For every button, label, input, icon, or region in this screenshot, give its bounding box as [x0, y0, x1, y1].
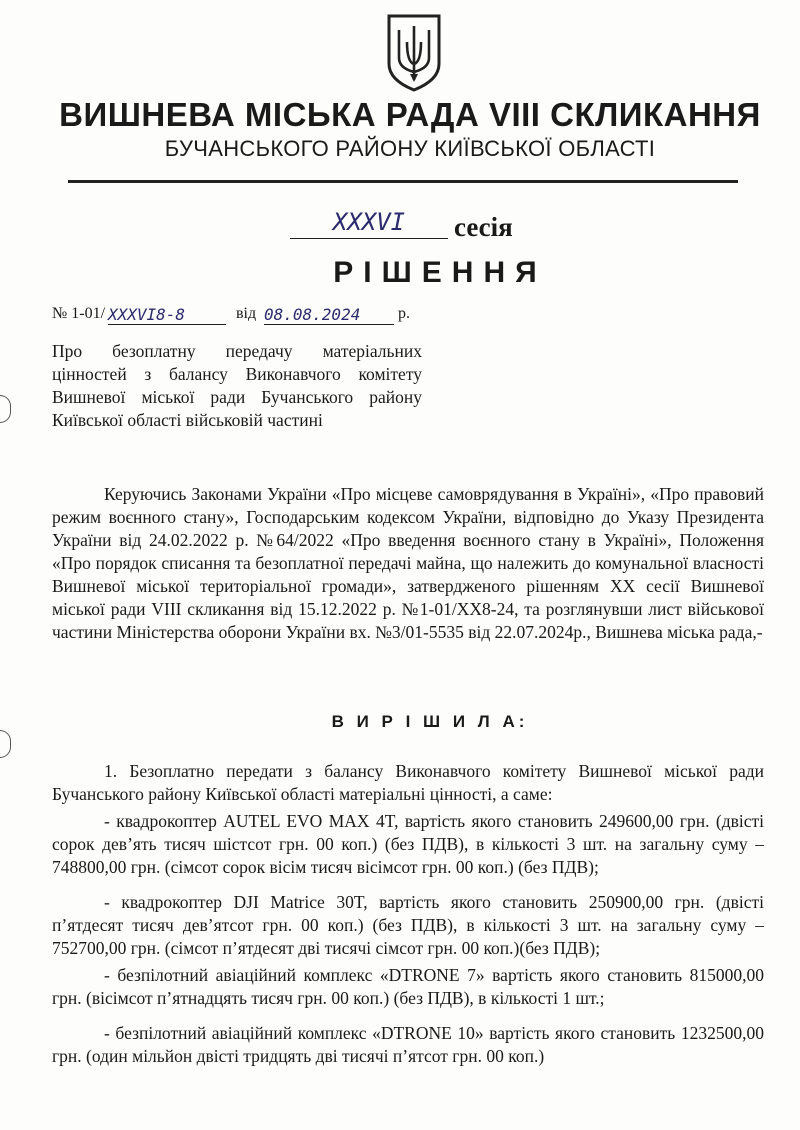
point-1: [52, 760, 764, 1068]
date-suffix: р.: [398, 305, 410, 322]
binder-hole-mark: [0, 730, 11, 758]
binder-hole-mark: [0, 395, 11, 423]
decision-number-line: [52, 305, 452, 329]
list-item: - квадрокоптер AUTEL EVO MAX 4T, вартість якого становить 249600,00 грн. (двісті сорок дев’ять тисяч шістсот грн. 00 коп.) (без ПДВ), в кількості 3 шт. на загальну суму – 748800,00 грн. (сімсот сорок вісім тисяч вісімсот грн. 00 коп.) (без ПДВ);: [52, 811, 764, 877]
date-handwritten: 08.08.2024: [264, 305, 394, 325]
point-1-intro: 1. Безоплатно передати з балансу Виконавчого комітету Вишневої міської ради Бучанського району Київської області матеріальні цінності, а саме:: [52, 761, 764, 804]
session-line: [0, 208, 800, 248]
header-divider: [68, 180, 738, 183]
session-label: сесія: [454, 212, 513, 242]
date-prefix: від: [236, 305, 257, 322]
list-item: - квадрокоптер DJI Matrice 30T, вартість якого становить 250900,00 грн. (двісті п’ятдесят тисяч дев’ятсот грн. 00 коп.) (без ПДВ), в кількості 3 шт. на загальну суму – 752700,00 грн. (сімсот п’ятдесят дві тисячі сімсот грн. 00 коп.)(без ПДВ);: [52, 892, 764, 958]
coat-of-arms-trident-icon: [385, 12, 443, 92]
decision-subject: Про безоплатну передачу матеріальних цінностей з балансу Виконавчого комітету Вишневої міської ради Бучанського району Київської області військовій частині: [52, 341, 422, 430]
number-prefix: № 1-01/: [52, 305, 106, 322]
number-handwritten: XXXVI8-8: [108, 305, 226, 325]
list-item: - безпілотний авіаційний комплекс «DTRONE 7» вартість якого становить 815000,00 грн. (вісімсот п’ятнадцять тисяч грн. 00 коп.) (без ПДВ), в кількості 1 шт.;: [52, 965, 764, 1008]
resolved-heading: В И Р І Ш И Л А:: [331, 712, 529, 731]
list-item: - безпілотний авіаційний комплекс «DTRONE 10» вартість якого становить 1232500,00 грн. (один мільйон двісті тридцять дві тисячі п’ятсот грн. 00 коп.): [52, 1023, 764, 1066]
document-type-title: РІШЕННЯ: [333, 256, 547, 289]
session-number-handwritten: XXXVI: [290, 208, 448, 239]
district-name: БУЧАНСЬКОГО РАЙОНУ КИЇВСЬКОЇ ОБЛАСТІ: [164, 136, 656, 161]
preamble-paragraph: Керуючись Законами України «Про місцеве самоврядування в Україні», «Про правовий режим воєнного стану», Господарським кодексом України, відповідно до Указу Президента України від 24.02.2022 р. №64/2022 «Про введення воєнного стану в Україні», Положення «Про порядок списання та безоплатної передачі майна, що належить до комунальної власності Вишневої міської територіальної громади», затвердженого рішенням XX сесії Вишневої міської ради VIII скликання від 15.12.2022 р. №1-01/XX8-24, та розглянувши лист військової частини Міністерства оборони України вх. №3/01-5535 від 22.07.2024р., Вишнева міська рада,-: [52, 484, 764, 642]
council-name: ВИШНЕВА МІСЬКА РАДА VIII СКЛИКАННЯ: [59, 96, 761, 133]
